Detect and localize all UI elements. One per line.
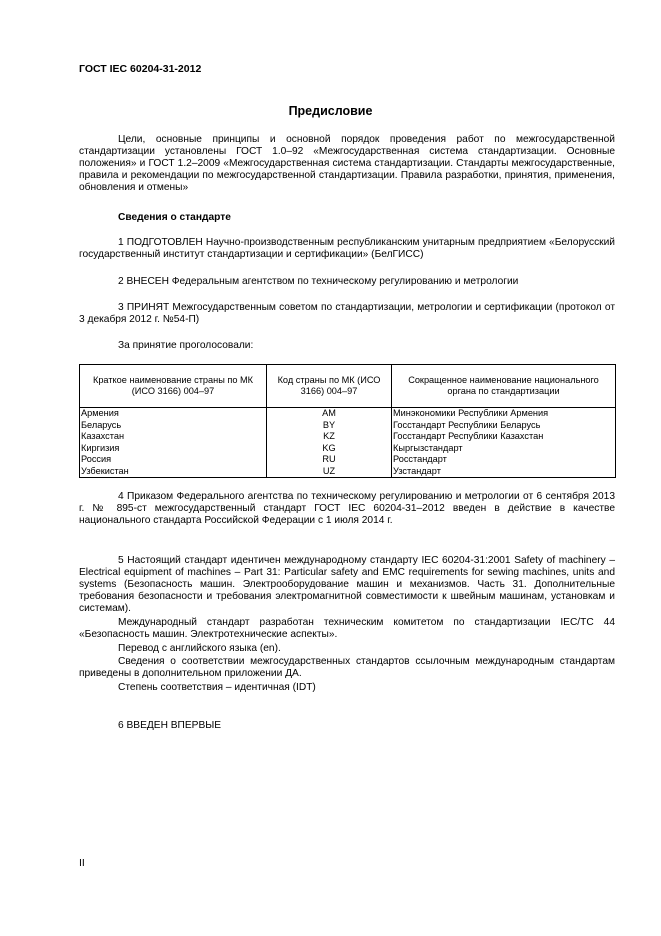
table-row [80,466,616,478]
column-header-country: Краткое наименование страны по МК (ИСО 3166) 004–97 [80,365,267,408]
cell-code: AM [267,408,392,420]
cell-country: Армения [80,408,267,420]
voting-table [79,364,616,478]
item-6: 6 ВВЕДЕН ВПЕРВЫЕ [118,720,222,731]
table-row [80,431,616,443]
cell-body: Госстандарт Республики Казахстан [392,431,616,443]
cell-country: Киргизия [80,443,267,455]
item-4: 4 Приказом Федерального агентства по техническому регулированию и метрологии от 6 сентября 2013 г. № 895-ст межгосударственный стандарт ГОСТ IEC 60204-31–2012 введен в действие в качестве национального стандарта Российской Федерации с 1 июля 2014 г. [79,491,615,526]
cell-body: Минэкономики Республики Армения [392,408,616,420]
cell-code: BY [267,420,392,432]
cell-country: Россия [80,454,267,466]
cell-country: Узбекистан [80,466,267,478]
cell-code: UZ [267,466,392,478]
table-body [80,408,616,478]
table-header-row [80,365,616,408]
page-title: Предисловие [288,104,373,118]
item-5-translation: Перевод с английского языка (en). [118,643,281,654]
item-5-degree: Степень соответствия – идентичная (IDT) [118,682,316,693]
column-header-body: Сокращенное наименование национального органа по стандартизации [392,365,616,408]
vote-intro: За принятие проголосовали: [118,340,254,351]
cell-body: Госстандарт Республики Беларусь [392,420,616,432]
cell-code: RU [267,454,392,466]
item-2: 2 ВНЕСЕН Федеральным агентством по техническому регулированию и метрологии [118,276,519,287]
column-header-code: Код страны по МК (ИСО 3166) 004–97 [267,365,392,408]
item-5-text: 5 Настоящий стандарт идентичен международному стандарту IEC 60204-31:2001 Safety of machinery – Electrical equipment of machines – Part 31: Particular safety and EMC requirements for sewing machines, units and systems (Безопасность машин. Электрооборудование машин и механизмов. Часть 31. Дополнительные требования безопасности и требования электромагнитной совместимости к швейным машинам, установкам и системам). [79,555,615,614]
document-code: ГОСТ IEC 60204-31-2012 [79,63,202,75]
intro-paragraph: Цели, основные принципы и основной порядок проведения работ по межгосударственной стандартизации установлены ГОСТ 1.0–92 «Межгосударственная система стандартизации. Основные положения» и ГОСТ 1.2–2009 «Межгосударственная система стандартизации. Стандарты межгосударственные, правила и рекомендации по межгосударственной стандартизации. Правила разработки, принятия, применения, обновления и отмены» [79,134,615,193]
table-row [80,454,616,466]
table-row [80,443,616,455]
item-1: 1 ПОДГОТОВЛЕН Научно-производственным республиканским унитарным предприятием «Белорусский государственный институт стандартизации и сертификации» (БелГИСС) [79,237,615,260]
item-5-references: Сведения о соответствии межгосударственных стандартов ссылочным международным стандартам приведены в дополнительном приложении ДА. [79,656,615,679]
item-3: 3 ПРИНЯТ Межгосударственным советом по стандартизации, метрологии и сертификации (протокол от 3 декабря 2012 г. №54-П) [79,302,615,325]
cell-code: KZ [267,431,392,443]
cell-code: KG [267,443,392,455]
section-title: Сведения о стандарте [118,212,231,223]
cell-country: Казахстан [80,431,267,443]
table-row [80,408,616,420]
cell-country: Беларусь [80,420,267,432]
cell-body: Росстандарт [392,454,616,466]
table-row [80,420,616,432]
cell-body: Кыргызстандарт [392,443,616,455]
cell-body: Узстандарт [392,466,616,478]
page-number: II [79,857,85,869]
item-5-committee: Международный стандарт разработан техническим комитетом по стандартизации IEC/TC 44 «Безопасность машин. Электротехнические аспекты». [79,617,615,640]
